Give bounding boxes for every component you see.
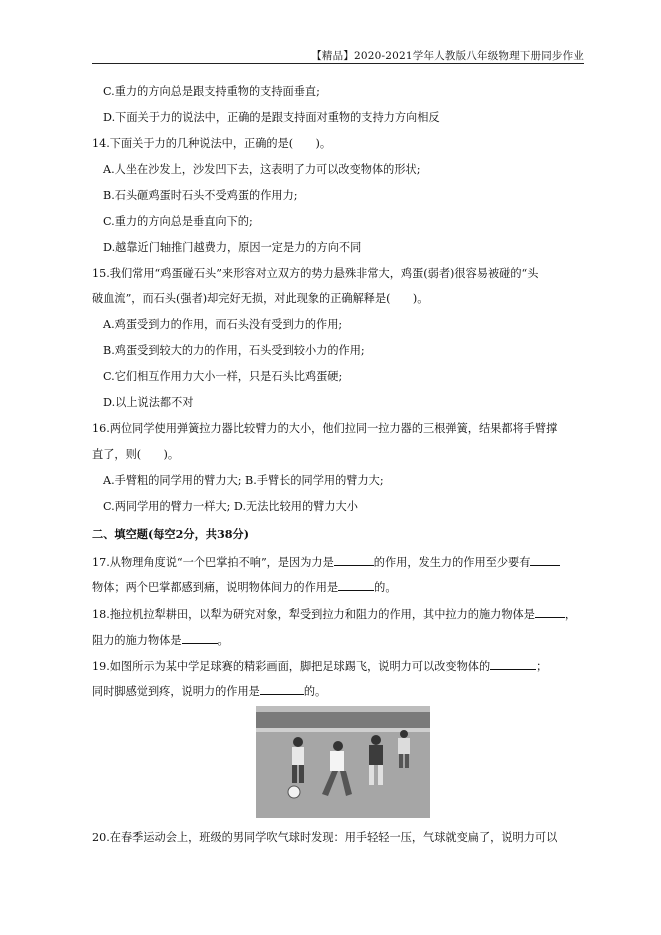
q17-blank-2[interactable] (530, 554, 560, 566)
text-line: D.下面关于力的说法中，正确的是跟支持面对重物的支持力方向相反 (103, 111, 440, 124)
q17-text-c: 物体；两个巴掌都感到痛，说明物体间力的作用是 (92, 581, 339, 594)
q18-blank-2[interactable] (182, 632, 218, 644)
text-line: 14.下面关于力的几种说法中，正确的是( )。 (92, 137, 332, 150)
q17-text-d: 的。 (374, 581, 397, 594)
question-19-line-2 (92, 683, 584, 699)
text-line: D.以上说法都不对 (103, 396, 194, 409)
text-line: C.它们相互作用力大小一样，只是石头比鸡蛋硬; (103, 370, 343, 383)
question-18-line-1 (92, 606, 584, 622)
question-19-line-1 (92, 658, 584, 674)
q19-text-c: 同时脚感觉到疼，说明力的作用是 (92, 685, 260, 698)
q17-blank-1[interactable] (334, 554, 374, 566)
q19-blank-1[interactable] (490, 658, 536, 670)
q19-text-b: ； (536, 660, 548, 673)
text-line: D.越靠近门轴推门越费力，原因一定是力的方向不同 (103, 241, 362, 254)
q19-blank-2[interactable] (260, 683, 304, 695)
text-line: A.手臂粗的同学用的臂力大; B.手臂长的同学用的臂力大; (103, 474, 384, 487)
text-line: B.石头砸鸡蛋时石头不受鸡蛋的作用力; (103, 189, 298, 202)
page-header: 【精品】2020-2021学年人教版八年级物理下册同步作业 (311, 50, 584, 62)
header-rule (92, 63, 584, 64)
question-18-line-2 (92, 632, 584, 648)
section-heading: 二、填空题(每空2分，共38分) (92, 527, 250, 541)
q17-blank-3[interactable] (338, 579, 374, 591)
question-17-line-2 (92, 579, 584, 595)
question-17-line-1 (92, 554, 584, 570)
soccer-photo-drawing (256, 706, 430, 818)
q18-text-a: 18.拖拉机拉犁耕田，以犁为研究对象，犁受到拉力和阻力的作用，其中拉力的施力物体是 (92, 608, 535, 621)
q17-text-a: 17.从物理角度说“一个巴掌拍不响”，是因为力是 (92, 556, 334, 569)
q18-text-d: 。 (217, 634, 229, 647)
q18-blank-1[interactable] (535, 606, 565, 618)
q17-text-b: 的作用，发生力的作用至少要有 (373, 556, 531, 569)
text-line: 15.我们常用“鸡蛋碰石头”来形容对立双方的势力悬殊非常大，鸡蛋(弱者)很容易被碰的“头 (92, 267, 539, 280)
text-line: 16.两位同学使用弹簧拉力器比较臂力的大小，他们拉同一拉力器的三根弹簧，结果都将手臂撑 (92, 422, 558, 435)
q18-text-b: ， (564, 608, 577, 621)
soccer-match-photo (256, 706, 430, 818)
text-line: C.重力的方向总是垂直向下的; (103, 215, 253, 228)
text-line: A.人坐在沙发上，沙发凹下去，这表明了力可以改变物体的形状; (103, 163, 421, 176)
text-line: C.两同学用的臂力一样大; D.无法比较用的臂力大小 (103, 500, 358, 513)
question-20-line-1: 20.在春季运动会上，班级的男同学吹气球时发现：用手轻轻一压，气球就变扁了，说明力可以 (92, 831, 558, 844)
text-line: B.鸡蛋受到较大的力的作用，石头受到较小力的作用; (103, 344, 365, 357)
text-line: 直了，则( )。 (92, 448, 180, 461)
q19-text-d: 的。 (303, 685, 327, 698)
q18-text-c: 阻力的施力物体是 (92, 634, 182, 647)
text-line: C.重力的方向总是跟支持重物的支持面垂直; (103, 85, 320, 98)
q19-text-a: 19.如图所示为某中学足球赛的精彩画面，脚把足球踢飞，说明力可以改变物体的 (92, 660, 491, 673)
text-line: A.鸡蛋受到力的作用，而石头没有受到力的作用; (103, 318, 343, 331)
text-line: 破血流”，而石头(强者)却完好无损，对此现象的正确解释是( )。 (92, 292, 429, 305)
